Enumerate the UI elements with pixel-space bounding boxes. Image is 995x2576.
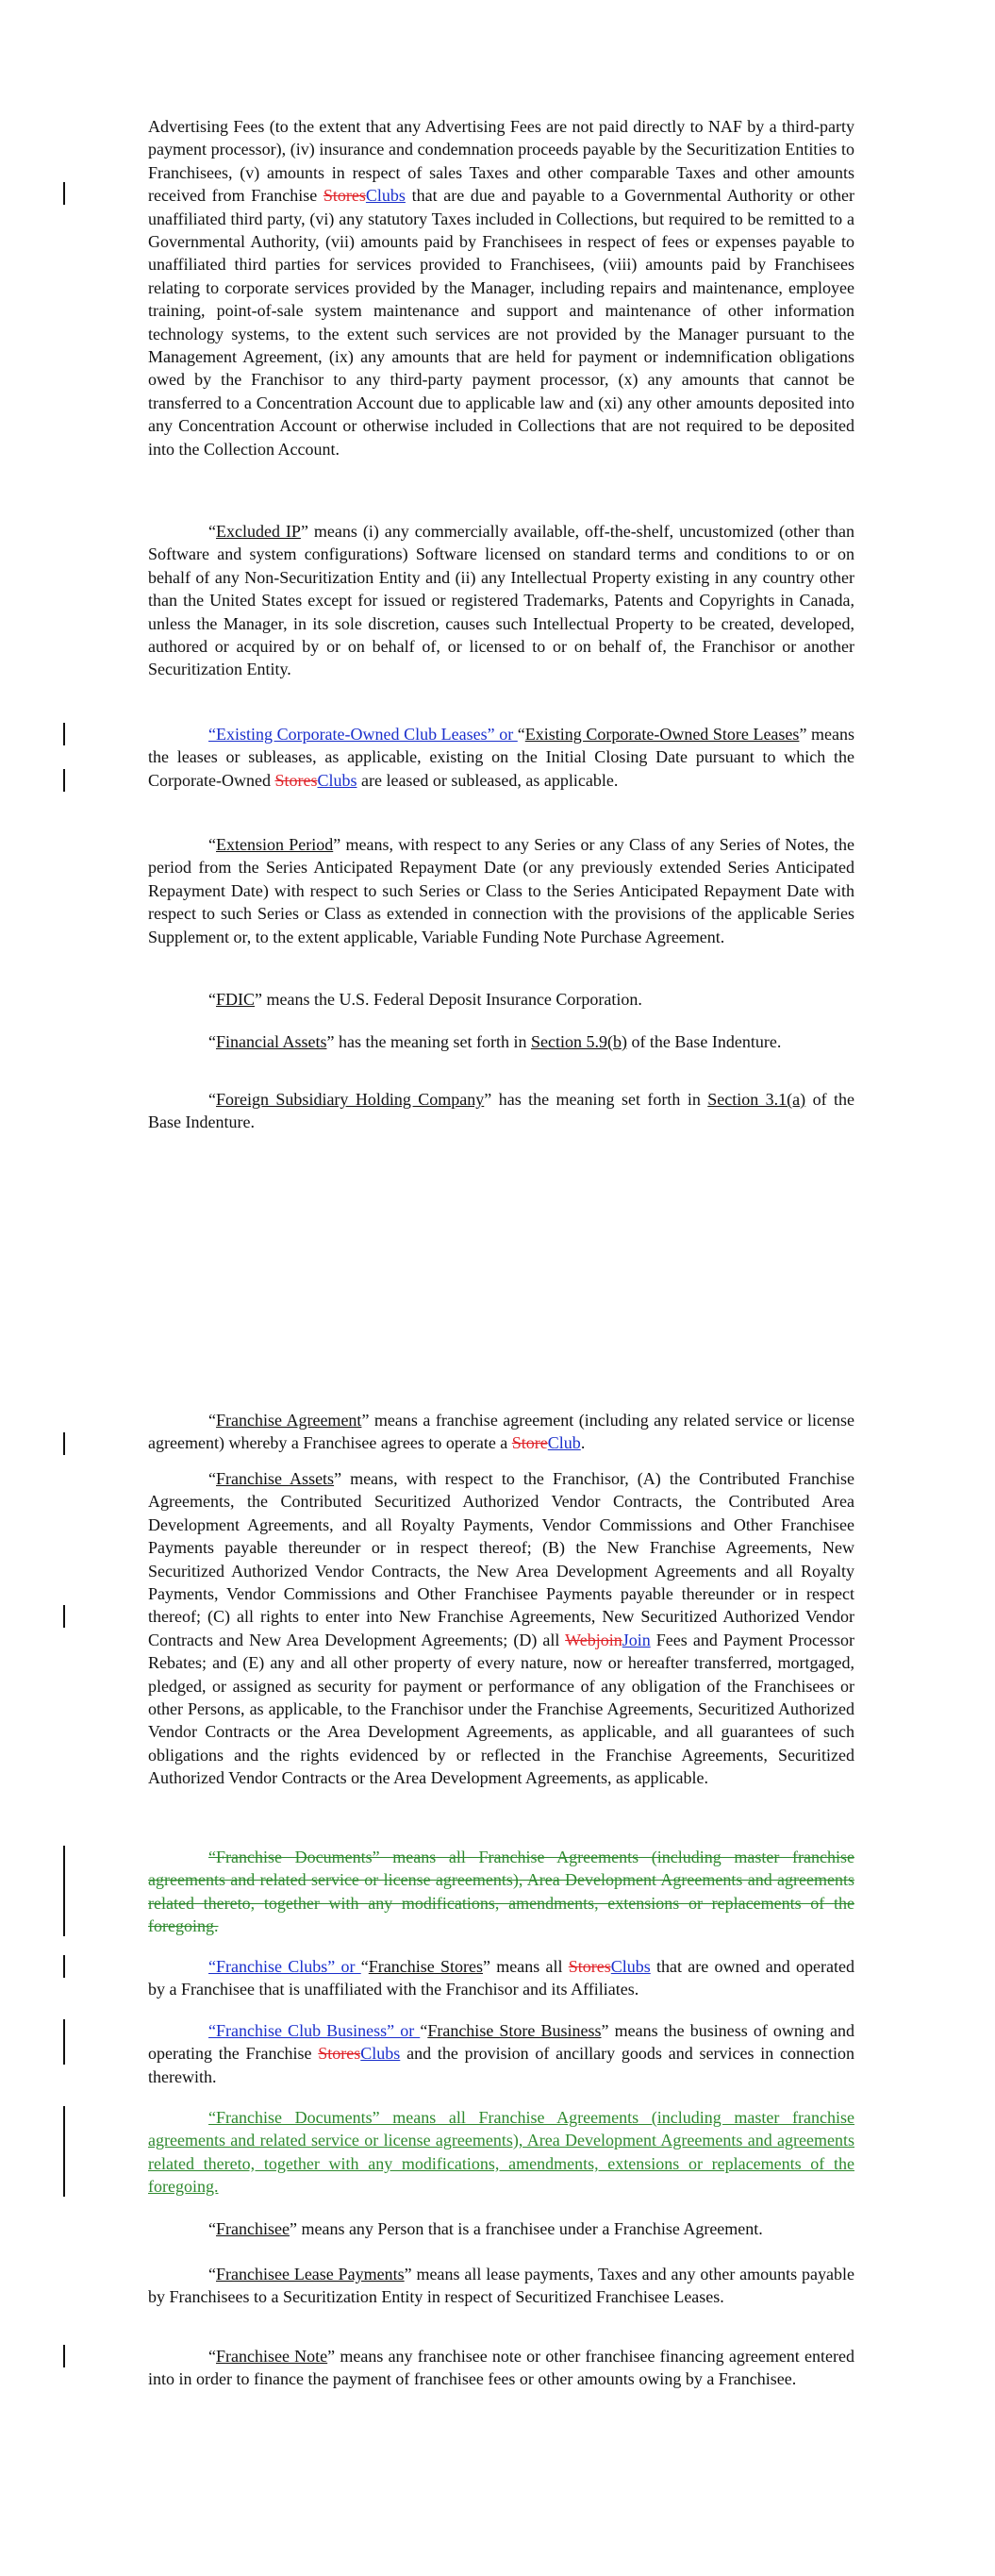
definition-franchisee-lease-payments xyxy=(148,2263,854,2309)
definition-text: ” means (i) any commercially available, off-the-shelf, uncustomized (other than Software and system configurations) Software licensed on standard terms and conditions to or on behalf of any Non-Securitization Entity and (ii) any Intellectual Property existing in any country other than the United States except for issued or registered Trademarks, Patents and Copyrights in Canada, unless the Manager, in its sole discretion, causes such Intellectual Property to be created, developed, authored or acquired by or on behalf of, or licensed to or on behalf of, the Franchisor or another Securitization Entity. xyxy=(148,522,854,679)
definition-text: that are owned and operated by a Franchisee that is unaffiliated with the Franchisor and its Affiliates. xyxy=(148,1957,854,1999)
change-bar xyxy=(63,723,65,745)
definition-text: means all xyxy=(496,1957,569,1976)
defined-term: Financial Assets xyxy=(216,1032,327,1051)
definition-extension-period xyxy=(148,833,854,948)
change-bar xyxy=(63,2106,65,2197)
definition-text: ” means the U.S. Federal Deposit Insurance Corporation. xyxy=(255,990,642,1009)
deleted-text: Store xyxy=(511,1433,548,1453)
definition-text: ” means any Person that is a franchisee under a Franchise Agreement. xyxy=(289,2219,763,2238)
inserted-text: Clubs xyxy=(317,770,357,790)
defined-term: Franchisee xyxy=(216,2219,290,2238)
defined-term: Excluded IP xyxy=(216,522,301,541)
quote: “ xyxy=(208,1090,216,1109)
defined-term: Existing Corporate-Owned Store Leases xyxy=(524,725,800,744)
definition-text: of the Base Indenture. xyxy=(626,1032,782,1051)
definition-text: means the business of owning and operating the Franchise xyxy=(148,2021,855,2064)
defined-term: Franchise Stores xyxy=(368,1957,483,1976)
deleted-text: Stores xyxy=(318,2044,361,2064)
moved-inserted-text: “Franchise Documents” means all Franchise Agreements (including master franchise agreements and related service or license agreements), Area Development Agreements and agreements related thereto, together with any modifications, amendments, extensions or replacements of the foregoing. xyxy=(148,2108,854,2197)
definition-franchise-agreement xyxy=(148,1409,854,1455)
defined-term: Franchise Agreement xyxy=(216,1411,362,1430)
defined-term: Franchise Assets xyxy=(216,1469,335,1488)
change-bar xyxy=(63,2019,65,2065)
definition-text: means any franchisee note or other franchisee financing agreement entered into in order to finance the payment of franchisee fees or other amounts owing by a Franchisee. xyxy=(148,2347,854,2389)
defined-term: Franchise Store Business xyxy=(427,2021,602,2040)
quote: “ xyxy=(208,1032,216,1051)
quote: “ xyxy=(208,990,216,1009)
definition-text: ” means the leases or subleases, as applicable, existing on the Initial Closing Date pursuant to which the Corporate-Owned xyxy=(148,725,854,790)
definition-text: of the Base Indenture. xyxy=(148,1090,855,1132)
definition-text: ” means, with respect to any Series or any Class of any Series of Notes, the period from the Series Anticipated Repayment Date (or any previously extended Series Anticipated Repayment Date) with respect to such Series or Class to the Series Anticipated Repayment Date with respect to such Series or Class as extended in connection with the provisions of the applicable Series Supplement or, to the extent applicable, Variable Funding Note Purchase Agreement. xyxy=(148,835,854,946)
change-bar xyxy=(63,1605,65,1628)
quote: “ xyxy=(208,1411,216,1430)
quote: “ xyxy=(360,1957,369,1976)
definition-text: Fees and Payment Processor Rebates; and (E) any and all other property of every nature, now or hereafter transferred, mortgaged, pledged, or assigned as security for payment or performance of any obligation of the Franchisees or other Persons, as applicable, to the Franchisor under the Franchise Agreements, Securitized Authorized Vendor Contracts or the Area Development Agreements, as applicable, and all guarantees of such obligations and the rights evidenced by or reflected in the Franchise Agreements, Securitized Authorized Vendor Contracts or the Area Development Agreements, as applicable. xyxy=(148,1630,854,1788)
change-bar xyxy=(63,769,65,792)
inserted-text: Join xyxy=(622,1630,651,1649)
inserted-text: Club xyxy=(547,1433,581,1453)
quote: “ xyxy=(208,2219,216,2238)
definition-fdic xyxy=(148,988,854,1011)
definition-franchisee xyxy=(148,2217,854,2240)
quote: “ xyxy=(208,522,216,541)
quote: “ xyxy=(208,2347,216,2366)
inserted-text: Clubs xyxy=(610,1957,651,1976)
definition-text: ” xyxy=(483,1957,497,1976)
text: that are due and payable to a Governmental Authority or other unaffiliated third party, (vi) any statutory Taxes included in Collections, but required to be remitted to a Governmental Authority, (vii) amounts paid by Franchisees in respect of fees or expenses payable to unaffiliated third parties for services provided to Franchisees, (viii) amounts paid by Franchisees relating to corporate services provided by the Manager, including repairs and maintenance, employee training, point-of-sale system maintenance and support and maintenance of other information technology systems, to the extent such services are not provided by the Manager pursuant to the Management Agreement, (ix) any amounts that are held for payment or indemnification obligations owed by the Franchisor to any third-party payment processor, (x) any amounts that cannot be transferred to a Concentration Account due to applicable law and (xi) any other amounts deposited into any Concentration Account or otherwise included in Collections that are not required to be deposited into the Collection Account. xyxy=(148,186,854,459)
section-reference: Section 3.1(a) xyxy=(707,1090,806,1109)
quote: “ xyxy=(208,2265,216,2283)
inserted-text: Clubs xyxy=(365,186,406,206)
definition-text: ” xyxy=(327,2347,336,2366)
definition-franchise-documents-moved-from xyxy=(148,1846,854,1938)
defined-term: Franchisee Lease Payments xyxy=(216,2265,405,2283)
definition-text: ” has the meaning set forth in xyxy=(326,1032,531,1051)
quote: “ xyxy=(208,835,216,854)
inserted-text: Clubs xyxy=(360,2044,401,2064)
definition-text: ” means, with respect to the Franchisor, (A) the Contributed Franchise Agreements, the Contributed Securitized Authorized Vendor Contracts, the Contributed Area Development Agreements, and all Royalty Payments, Vendor Commissions and Other Franchisee Payments payable thereunder or in respect thereof; (B) the New Franchise Agreements, New Securitized Authorized Vendor Contracts, the New Area Development Agreements and all Royalty Payments, Vendor Commissions and Other Franchisee Payments payable thereunder or in respect thereof; (C) all rights to enter into New Franchise Agreements, New Securitized Authorized Vendor Contracts and New Area Development Agreements; (D) all xyxy=(148,1469,854,1649)
definition-text: ” means a franchise agreement (including any related service or license agreement) whereby a Franchisee agrees to operate a xyxy=(148,1411,854,1453)
deleted-text: Stores xyxy=(323,186,366,206)
paragraph-collections-continued xyxy=(148,115,854,460)
definition-text: are leased or subleased, as applicable. xyxy=(357,770,619,790)
definition-franchise-store-business xyxy=(148,2019,854,2088)
definition-text: ” means all lease payments, Taxes and any other amounts payable by Franchisees to a Securitization Entity in respect of Securitized Franchisee Leases. xyxy=(148,2265,854,2307)
definition-franchisee-note xyxy=(148,2345,854,2391)
inserted-text: “Franchise Club Business” or xyxy=(208,2021,421,2040)
quote: “ xyxy=(208,1469,216,1488)
section-reference: Section 5.9(b) xyxy=(530,1032,627,1051)
defined-term: Foreign Subsidiary Holding Company xyxy=(216,1090,485,1109)
definition-franchise-assets xyxy=(148,1467,854,1790)
inserted-text: “Existing Corporate-Owned Club Leases” or xyxy=(208,725,518,744)
definition-text: ” xyxy=(601,2021,615,2040)
inserted-text: “Franchise Clubs” or xyxy=(208,1957,361,1976)
definition-franchise-documents-moved-to xyxy=(148,2106,854,2199)
change-bar xyxy=(63,2345,65,2367)
defined-term: Franchisee Note xyxy=(216,2347,328,2366)
defined-term: Extension Period xyxy=(216,835,334,854)
definition-text: ” has the meaning set forth in xyxy=(484,1090,708,1109)
definition-text: and the provision of ancillary goods and services in connection therewith. xyxy=(148,2044,854,2086)
definition-franchise-stores xyxy=(148,1955,854,2001)
change-bar xyxy=(63,182,65,205)
definition-existing-leases xyxy=(148,723,854,792)
deleted-text: Webjoin xyxy=(565,1630,622,1649)
moved-deleted-text: “Franchise Documents” means all Franchise Agreements (including master franchise agreements and related service or license agreements), Area Development Agreements and agreements related thereto, together with any modifications, amendments, extensions or replacements of the foregoing. xyxy=(148,1848,854,1936)
defined-term: FDIC xyxy=(216,990,256,1009)
deleted-text: Stores xyxy=(274,770,318,790)
deleted-text: Stores xyxy=(568,1957,611,1976)
definition-financial-assets xyxy=(148,1030,854,1053)
change-bar xyxy=(63,1846,65,1936)
definition-text: . xyxy=(580,1433,586,1453)
quote: “ xyxy=(517,725,525,744)
text: Advertising Fees (to the extent that any Advertising Fees are not paid directly to NAF by a third-party payment processor), (iv) insurance and condemnation proceeds payable by the Securitization Entities to Franchisees, (v) amounts in respect of sales Taxes and other comparable Taxes and other amounts received from Franchise xyxy=(148,117,854,206)
change-bar xyxy=(63,1955,65,1978)
definition-foreign-subsidiary xyxy=(148,1088,854,1134)
change-bar xyxy=(63,1432,65,1455)
quote: “ xyxy=(420,2021,428,2040)
definition-excluded-ip xyxy=(148,520,854,681)
